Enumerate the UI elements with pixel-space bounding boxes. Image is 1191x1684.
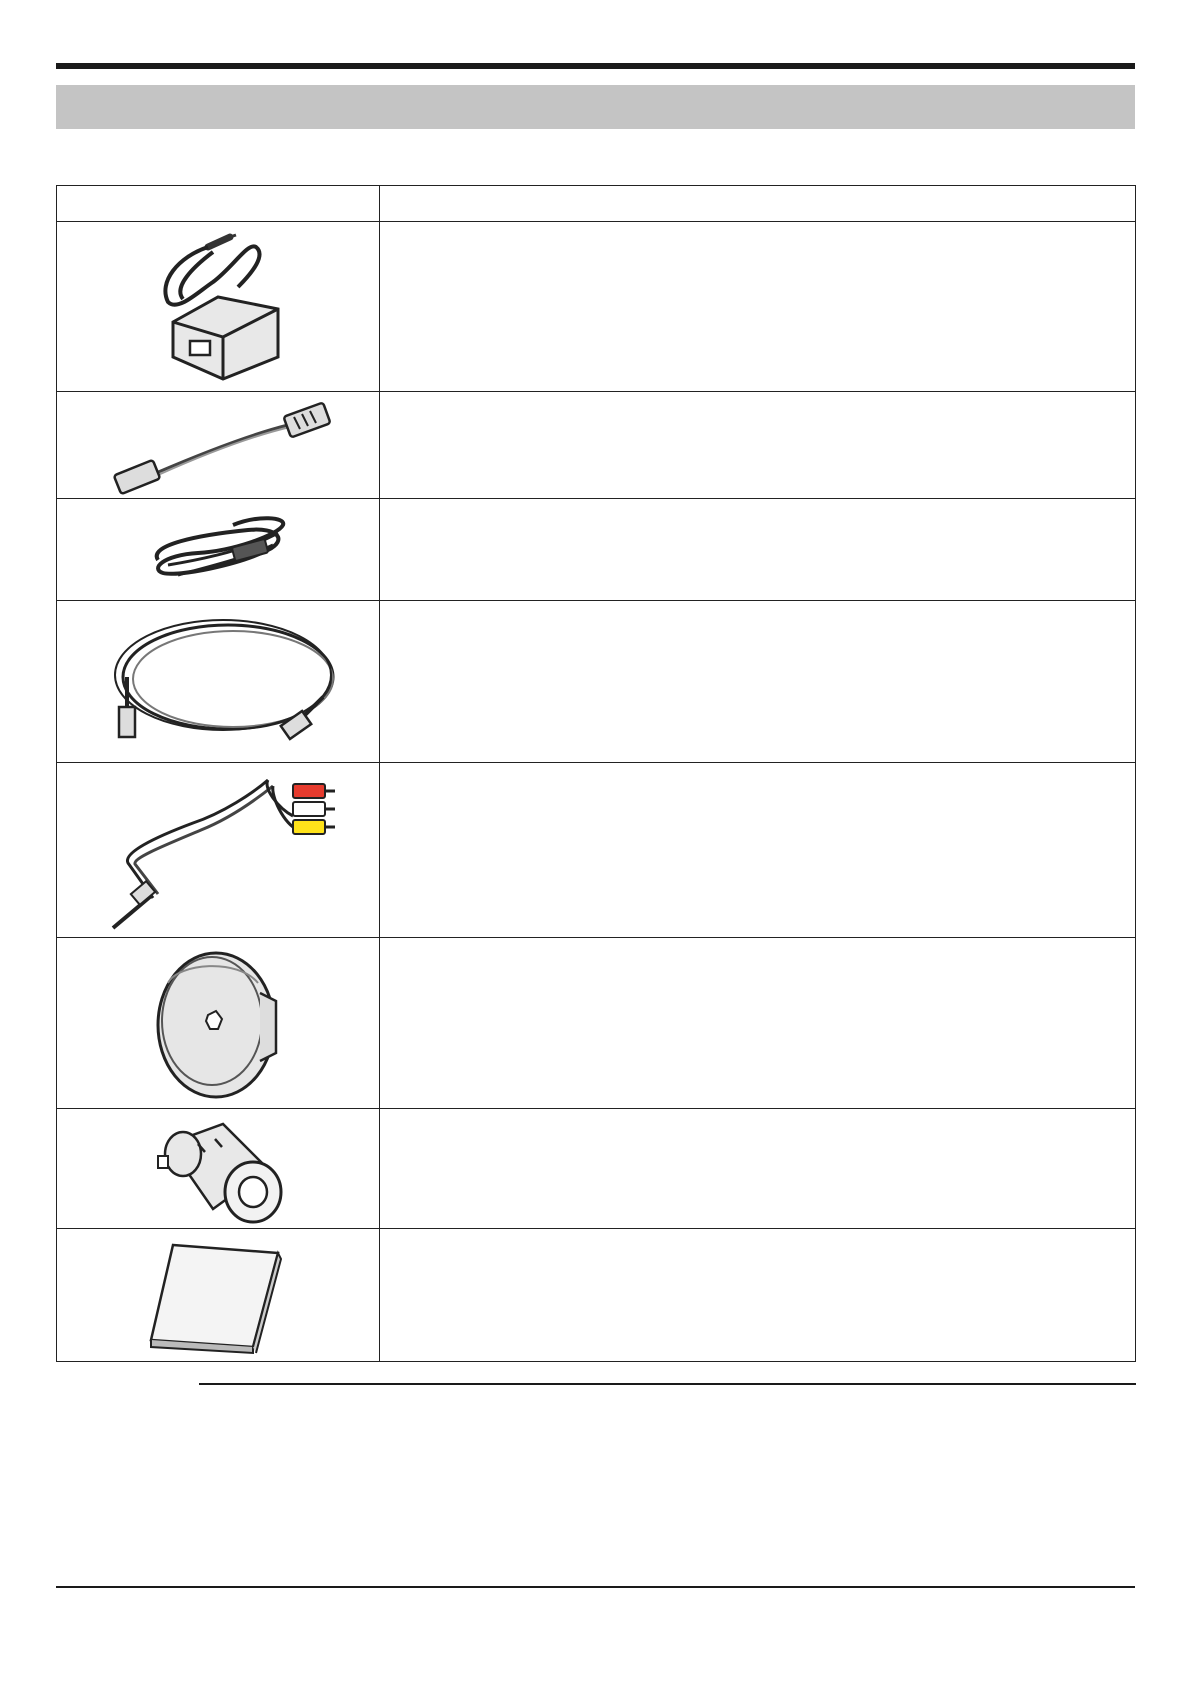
header-image (57, 186, 380, 222)
accessory-description (380, 499, 1136, 601)
accessory-description (380, 392, 1136, 499)
accessory-image-cell (57, 499, 380, 601)
accessory-description (380, 222, 1136, 392)
accessory-description (380, 1109, 1136, 1229)
table-header-row (57, 186, 1136, 222)
accessory-image-cell (57, 222, 380, 392)
lens-cap-icon (148, 943, 288, 1103)
accessory-description (380, 1229, 1136, 1362)
accessory-image-cell (57, 392, 380, 499)
accessory-image-cell (57, 938, 380, 1109)
ac-adapter-icon (138, 227, 298, 387)
table-row (57, 392, 1136, 499)
quick-reference-guide-icon (143, 1235, 293, 1355)
table-row (57, 1109, 1136, 1229)
section-title-band (56, 85, 1135, 129)
accessory-description (380, 763, 1136, 938)
ac-cord-icon (138, 505, 298, 595)
accessory-image-cell (57, 601, 380, 763)
table-row (57, 499, 1136, 601)
footer-rule (56, 1586, 1135, 1588)
table-row (57, 763, 1136, 938)
accessories-table (56, 185, 1136, 1362)
table-row (57, 601, 1136, 763)
accessory-image-cell (57, 1229, 380, 1362)
usb-cable-icon (98, 395, 338, 495)
table-row (57, 938, 1136, 1109)
core-filter-icon (143, 1114, 293, 1224)
top-rule (56, 63, 1135, 69)
table-row (57, 222, 1136, 392)
header-description (380, 186, 1136, 222)
accessory-description (380, 601, 1136, 763)
accessory-image-cell (57, 1109, 380, 1229)
av-cable-dc-icon (93, 607, 343, 757)
table-row (57, 1229, 1136, 1362)
accessory-description (380, 938, 1136, 1109)
note-rule (199, 1383, 1136, 1385)
accessory-image-cell (57, 763, 380, 938)
composite-av-cable-icon (93, 768, 343, 933)
